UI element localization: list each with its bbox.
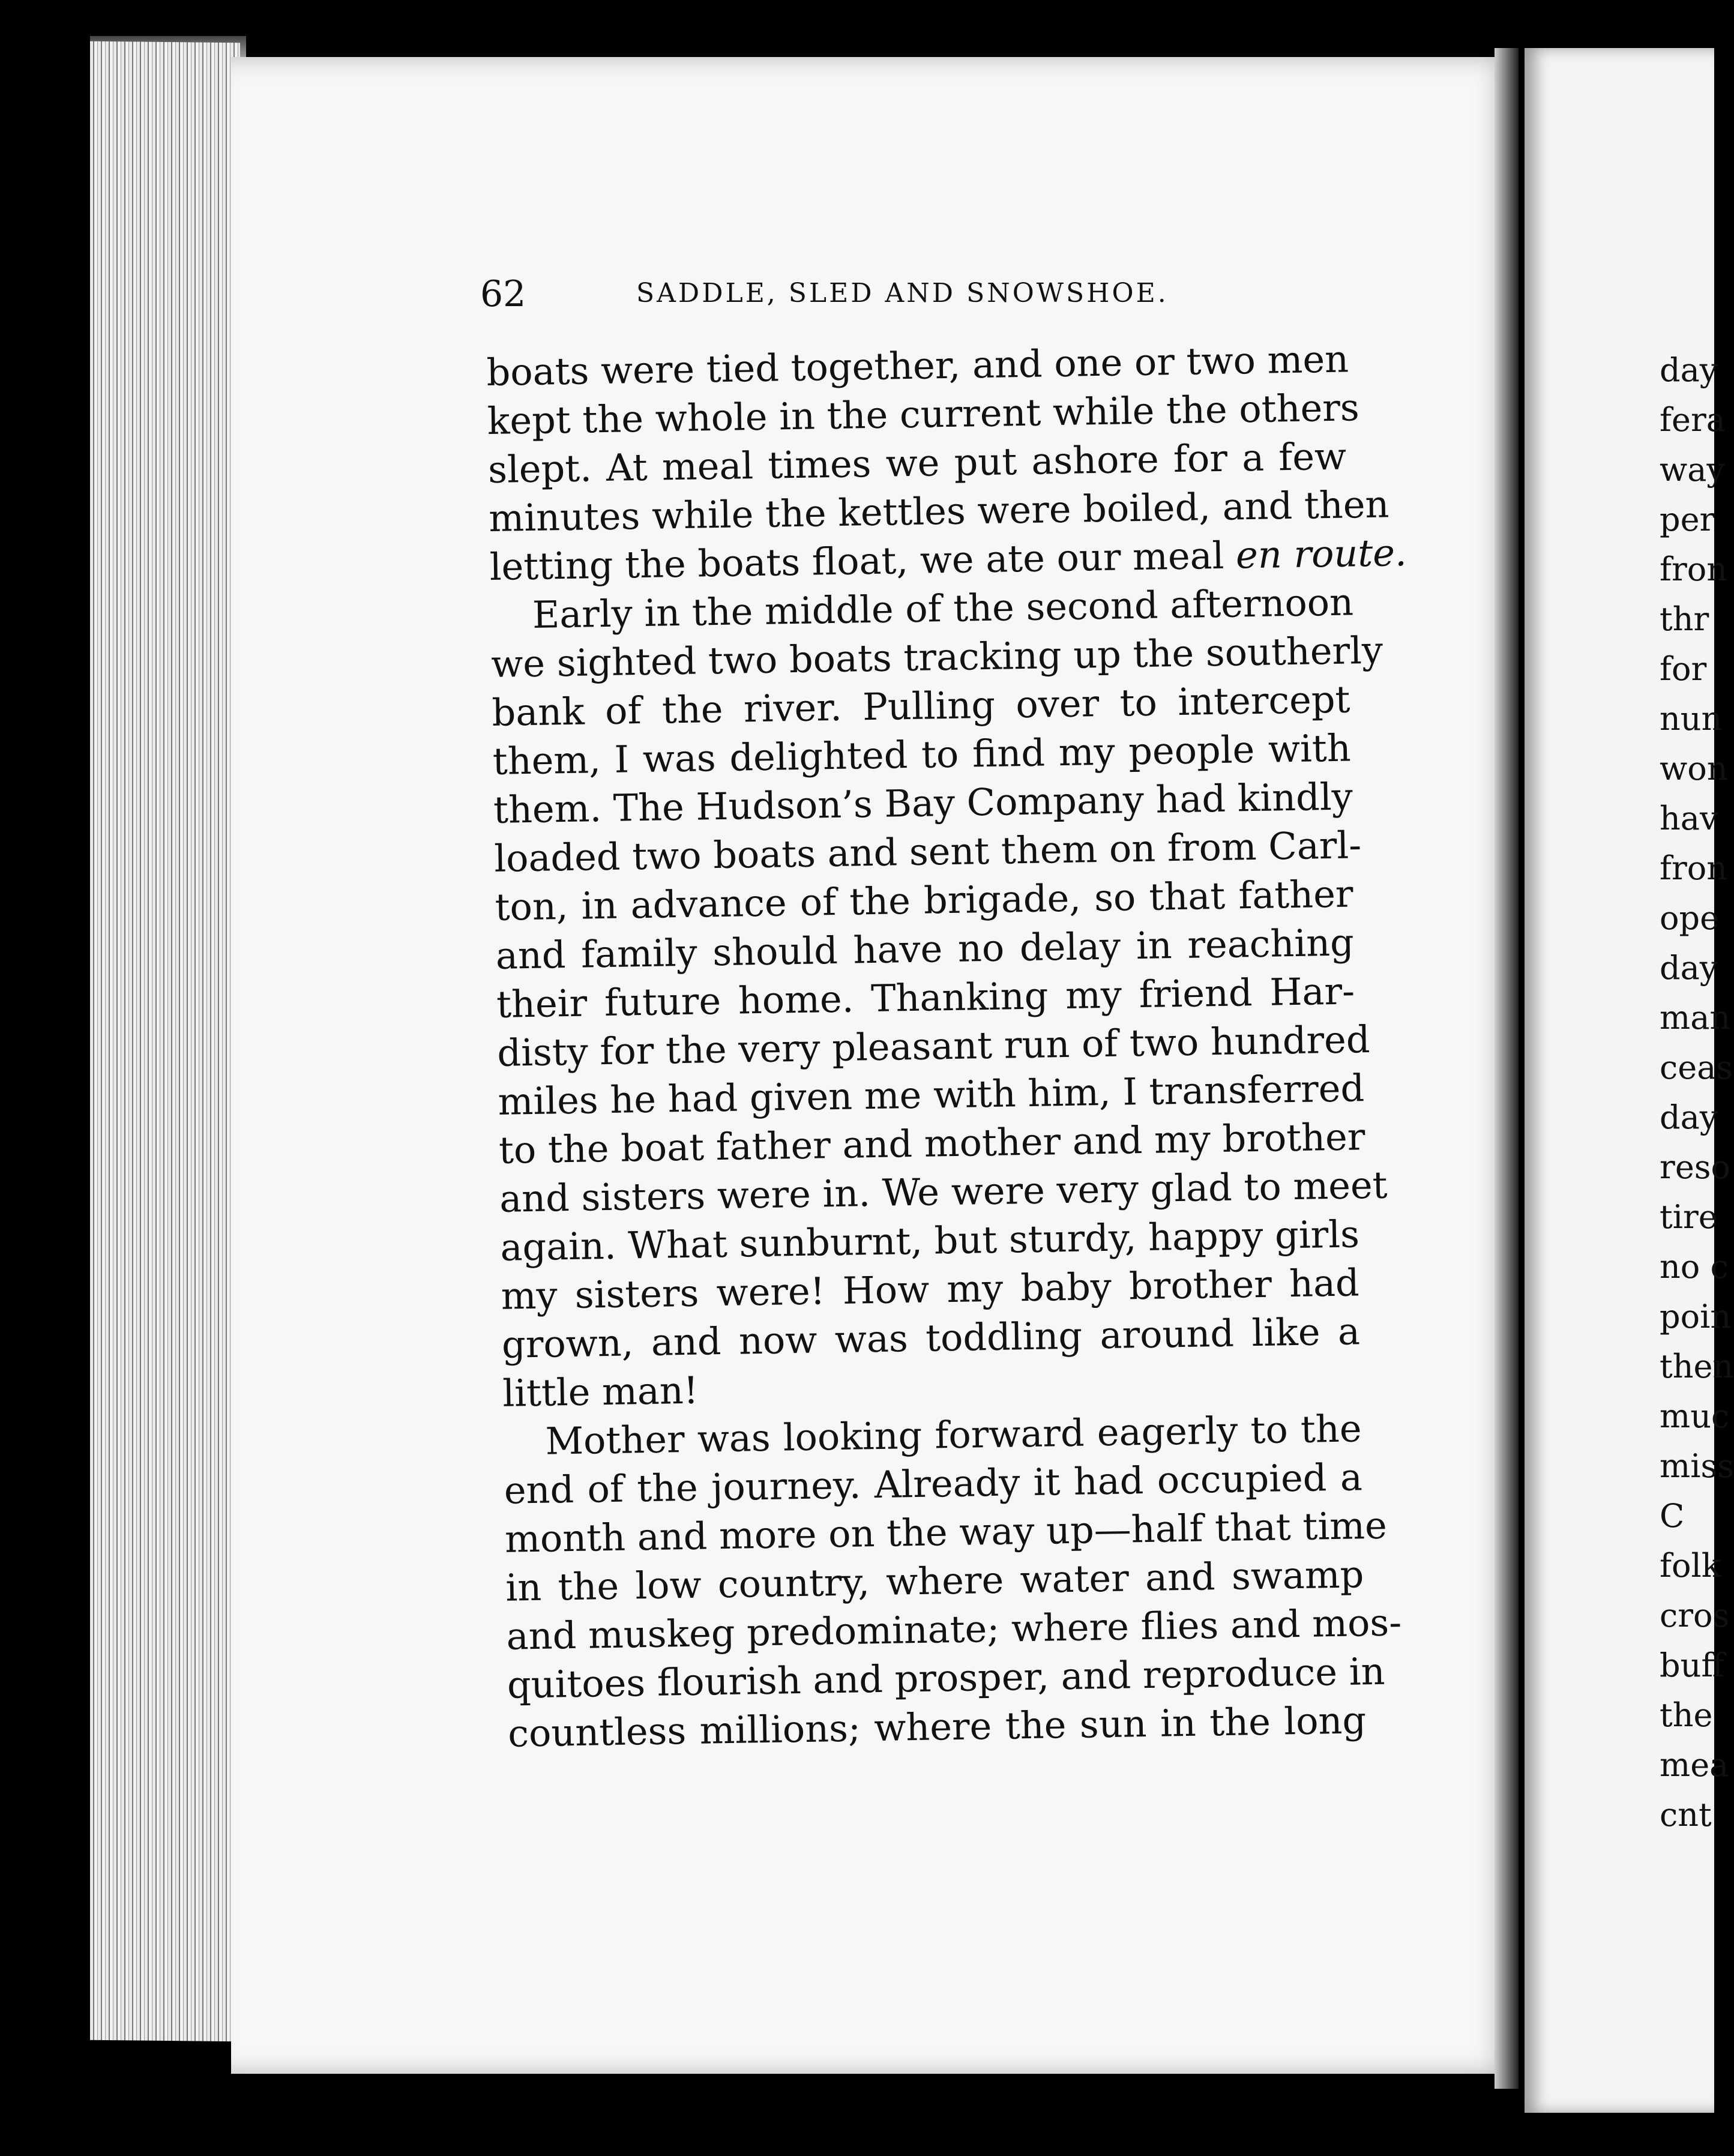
- text-line: grown, and now was toddling around like a: [501, 1309, 1361, 1367]
- text-line: little man!: [502, 1368, 699, 1415]
- facing-line: miss: [1660, 1447, 1734, 1485]
- body-text: [486, 335, 1407, 1758]
- facing-line: man: [1660, 999, 1731, 1037]
- facing-line: fron: [1660, 550, 1728, 588]
- running-head: SADDLE, SLED AND SNOWSHOE.: [636, 278, 1169, 309]
- text-line: end of the journey. Already it had occupied a: [504, 1455, 1363, 1513]
- text-line: in the low country, where water and swamp: [505, 1552, 1364, 1610]
- text-line: quitoes flourish and prosper, and reproduce in: [507, 1649, 1385, 1707]
- facing-line: won: [1660, 750, 1728, 787]
- facing-line: no c: [1660, 1248, 1729, 1286]
- facing-line: buff: [1660, 1646, 1724, 1684]
- page-edge-stack: [90, 41, 240, 2042]
- facing-line: folk: [1660, 1547, 1721, 1585]
- facing-line: cnt: [1660, 1796, 1712, 1834]
- text-line: ton, in advance of the brigade, so that father: [495, 872, 1354, 929]
- text-line: countless millions; where the sun in the long: [507, 1698, 1367, 1756]
- facing-line: ceas: [1660, 1049, 1733, 1086]
- facing-line: poin: [1660, 1298, 1732, 1335]
- text-line: month and more on the way up—half that time: [504, 1503, 1388, 1561]
- text-line: them, I was delighted to find my people with: [492, 726, 1352, 783]
- text-line: my sisters were! How my baby brother had: [501, 1260, 1360, 1318]
- facing-line: tire: [1660, 1198, 1718, 1236]
- page-header: [480, 273, 1212, 321]
- facing-page-text: [1660, 345, 1734, 1840]
- text-line: loaded two boats and sent them on from Carl-: [493, 823, 1362, 881]
- facing-line: day: [1660, 949, 1718, 987]
- facing-line: per: [1660, 501, 1715, 538]
- text-line: to the boat father and mother and my brother: [498, 1115, 1365, 1172]
- facing-line: thr: [1660, 600, 1709, 638]
- facing-line: reso: [1660, 1148, 1730, 1186]
- text-line: and muskeg predominate; where flies and mos-: [506, 1600, 1402, 1658]
- text-line: and family should have no delay in reaching: [495, 920, 1355, 978]
- text-line: letting the boats float, we ate our meal en route.: [489, 530, 1407, 589]
- book-gutter: [1495, 48, 1519, 2089]
- text-line: them. The Hudson’s Bay Company had kindly: [493, 774, 1353, 832]
- text-line: boats were tied together, and one or two men: [486, 337, 1349, 394]
- facing-line: hav: [1660, 799, 1718, 837]
- text-line: minutes while the kettles were boiled, and then: [488, 482, 1389, 540]
- text-line: slept. At meal times we put ashore for a few: [487, 434, 1347, 492]
- text-line: kept the whole in the current while the others: [487, 385, 1360, 443]
- facing-line: mea: [1660, 1746, 1729, 1784]
- text-line: again. What sunburnt, but sturdy, happy girls: [499, 1212, 1360, 1269]
- facing-line: C: [1660, 1497, 1685, 1535]
- text-line: Mother was looking forward eagerly to the: [545, 1406, 1362, 1463]
- facing-line: nun: [1660, 700, 1723, 738]
- facing-line: fron: [1660, 849, 1728, 887]
- facing-line: fera: [1660, 401, 1726, 439]
- facing-line: for: [1660, 650, 1707, 688]
- facing-line: ope: [1660, 899, 1720, 937]
- facing-line: cros: [1660, 1597, 1730, 1634]
- text-line: we sighted two boats tracking up the southerly: [490, 628, 1383, 686]
- facing-line: the: [1660, 1696, 1713, 1734]
- facing-line: then: [1660, 1348, 1734, 1385]
- facing-line: day: [1660, 351, 1718, 389]
- text-line: miles he had given me with him, I transferred: [498, 1066, 1365, 1124]
- page-number: 62: [480, 273, 526, 315]
- facing-line: day: [1660, 1098, 1718, 1136]
- facing-line: way: [1660, 451, 1725, 489]
- text-line: their future home. Thanking my friend Har-: [496, 969, 1355, 1026]
- facing-line: muc: [1660, 1397, 1730, 1435]
- text-line: and sisters were in. We were very glad to meet: [499, 1163, 1388, 1221]
- text-line: Early in the middle of the second afternoon: [532, 580, 1354, 637]
- text-line: bank of the river. Pulling over to intercept: [491, 677, 1350, 735]
- italic-phrase: en route.: [1235, 530, 1407, 577]
- text-line: disty for the very pleasant run of two hundred: [496, 1017, 1370, 1075]
